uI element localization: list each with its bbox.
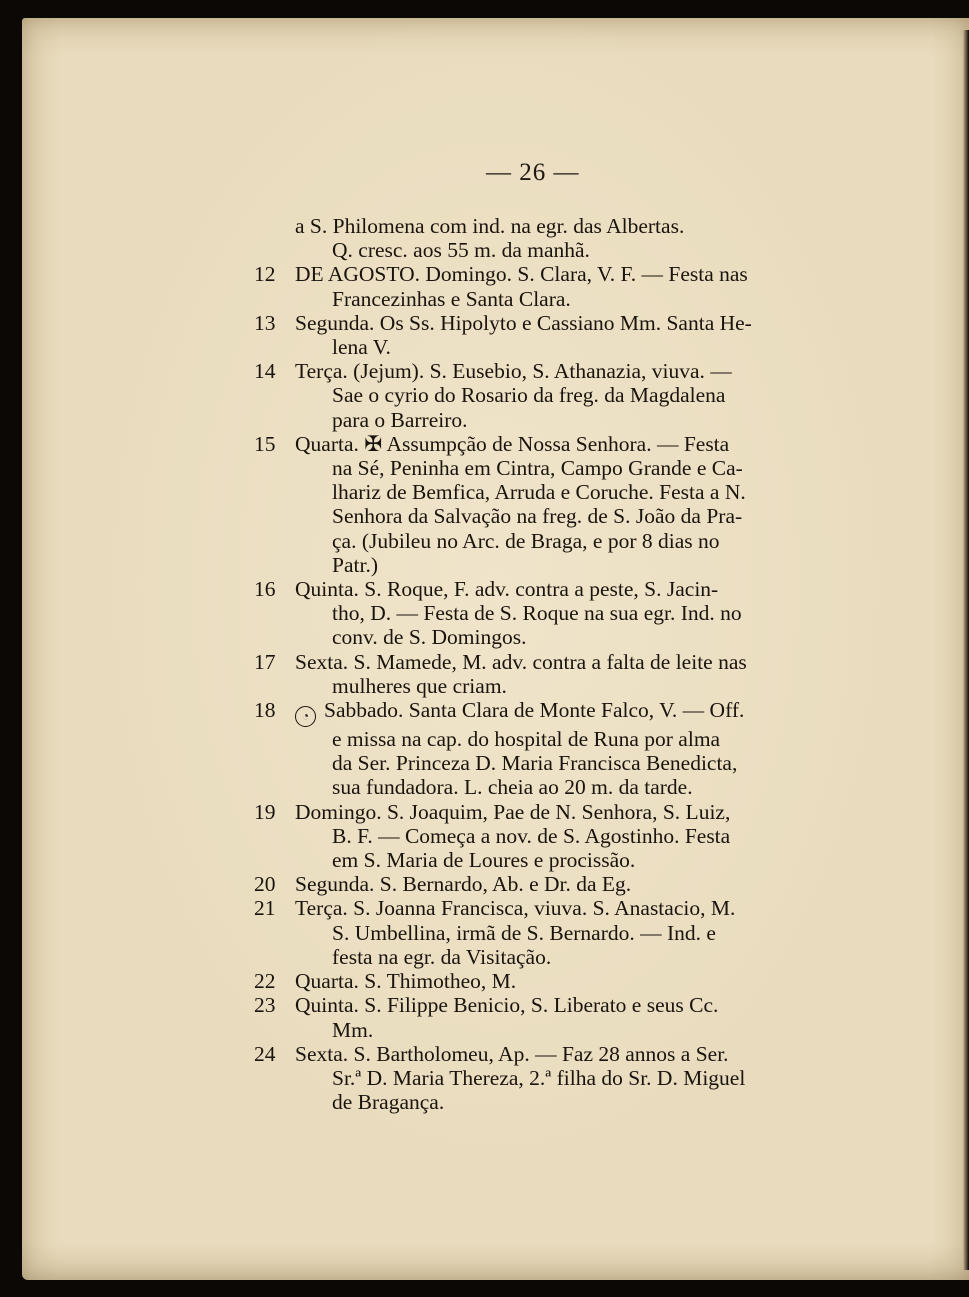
entry-line: Francezinhas e Santa Clara.: [332, 286, 571, 311]
entry-text: [295, 872, 844, 896]
book-page: [22, 18, 969, 1280]
entry-day: 15: [254, 431, 276, 456]
entry-text: [295, 214, 844, 262]
entry-day: 21: [254, 896, 276, 921]
calendar-entry: [254, 800, 844, 873]
calendar-entry: [254, 262, 844, 310]
entry-text: [295, 311, 844, 359]
calendar-entry: [254, 1042, 844, 1115]
entry-day: 19: [254, 799, 276, 824]
entry-line: lena V.: [332, 335, 391, 360]
entry-line: Q. cresc. aos 55 m. da manhã.: [332, 238, 590, 263]
calendar-entry: [254, 432, 844, 577]
calendar-entry: [254, 969, 844, 993]
entry-text: [295, 577, 844, 650]
calendar-entry: [254, 872, 844, 896]
entry-line: Quarta. ✠ Assumpção de Nossa Senhora. — Festa: [295, 431, 730, 456]
entry-line: e missa na cap. do hospital de Runa por alma: [332, 727, 721, 752]
entry-line: Quinta. S. Roque, F. adv. contra a peste, S. Jacin-: [295, 577, 719, 602]
entry-line: lhariz de Bemfica, Arruda e Coruche. Festa a N.: [332, 480, 746, 505]
entry-line: sua fundadora. L. cheia ao 20 m. da tarde.: [332, 775, 693, 800]
entry-line: B. F. — Começa a nov. de S. Agostinho. Festa: [332, 823, 731, 848]
entry-line-text: Sabbado. Santa Clara de Monte Falco, V. — Off.: [324, 698, 745, 723]
entry-line: de Bragança.: [332, 1090, 445, 1115]
entry-text: [295, 359, 844, 432]
entry-day: 24: [254, 1041, 276, 1066]
calendar-entry: [254, 359, 844, 432]
entry-day: 18: [254, 698, 276, 723]
entry-day: 16: [254, 577, 276, 602]
entry-text: [295, 800, 844, 873]
entry-text: [295, 262, 844, 310]
entry-day: 14: [254, 359, 276, 384]
entry-line: Terça. S. Joanna Francisca, viuva. S. Anastacio, M.: [295, 896, 736, 921]
entry-text: [295, 432, 844, 577]
full-moon-icon: ◔: [295, 706, 316, 727]
entry-line: Domingo. S. Joaquim, Pae de N. Senhora, S. Luiz,: [295, 799, 731, 824]
entry-line: Segunda. Os Ss. Hipolyto e Cassiano Mm. Santa He-: [295, 310, 752, 335]
entry-text: [295, 698, 844, 800]
entry-line: ça. (Jubileu no Arc. de Braga, e por 8 dias no: [332, 528, 720, 553]
page-number: — 26 —: [486, 159, 580, 186]
entry-line: na Sé, Peninha em Cintra, Campo Grande e Ca-: [332, 456, 743, 481]
entry-line: Quinta. S. Filippe Benicio, S. Liberato e seus Cc.: [295, 993, 719, 1018]
entry-line: da Ser. Princeza D. Maria Francisca Benedicta,: [332, 751, 738, 776]
entry-line: conv. de S. Domingos.: [332, 625, 527, 650]
page-edge-shadow: [963, 30, 969, 1270]
entry-line: DE AGOSTO. Domingo. S. Clara, V. F. — Festa nas: [295, 262, 748, 287]
entry-line: [295, 698, 844, 727]
entry-day: 22: [254, 969, 276, 994]
entry-text: [295, 896, 844, 969]
entry-line: Sae o cyrio do Rosario da freg. da Magdalena: [332, 383, 726, 408]
calendar-entry: [254, 993, 844, 1041]
entry-line: mulheres que criam.: [332, 673, 507, 698]
entry-text: [295, 969, 844, 993]
entry-line: Patr.): [332, 552, 378, 577]
entry-line: Quarta. S. Thimotheo, M.: [295, 969, 517, 994]
entry-line: Sr.ª D. Maria Thereza, 2.ª filha do Sr. D. Miguel: [332, 1065, 746, 1090]
calendar-entry: [254, 214, 844, 262]
entry-line: em S. Maria de Loures e procissão.: [332, 848, 636, 873]
calendar-entry: [254, 650, 844, 698]
entry-text: [295, 1042, 844, 1115]
entry-day: 23: [254, 993, 276, 1018]
calendar-entry: [254, 698, 844, 800]
entry-day: 12: [254, 262, 276, 287]
entry-text: [295, 650, 844, 698]
entry-line: Sexta. S. Bartholomeu, Ap. — Faz 28 annos a Ser.: [295, 1041, 729, 1066]
entry-day: 13: [254, 310, 276, 335]
entry-line: Sexta. S. Mamede, M. adv. contra a falta de leite nas: [295, 649, 747, 674]
entry-day: 17: [254, 649, 276, 674]
entry-line: Senhora da Salvação na freg. de S. João da Pra-: [332, 504, 743, 529]
entry-line: Terça. (Jejum). S. Eusebio, S. Athanazia, viuva. —: [295, 359, 732, 384]
entry-line: para o Barreiro.: [332, 407, 468, 432]
entry-line: S. Umbellina, irmã de S. Bernardo. — Ind. e: [332, 920, 716, 945]
calendar-entry: [254, 311, 844, 359]
entry-line: tho, D. — Festa de S. Roque na sua egr. Ind. no: [332, 601, 742, 626]
entry-line: festa na egr. da Visitação.: [332, 944, 552, 969]
calendar-entry: [254, 896, 844, 969]
calendar-entries: [254, 214, 844, 1114]
entry-day: 20: [254, 872, 276, 897]
calendar-entry: [254, 577, 844, 650]
entry-line: Segunda. S. Bernardo, Ab. e Dr. da Eg.: [295, 872, 632, 897]
entry-line: Mm.: [332, 1017, 374, 1042]
entry-line: a S. Philomena com ind. na egr. das Albertas.: [295, 214, 685, 238]
entry-text: [295, 993, 844, 1041]
